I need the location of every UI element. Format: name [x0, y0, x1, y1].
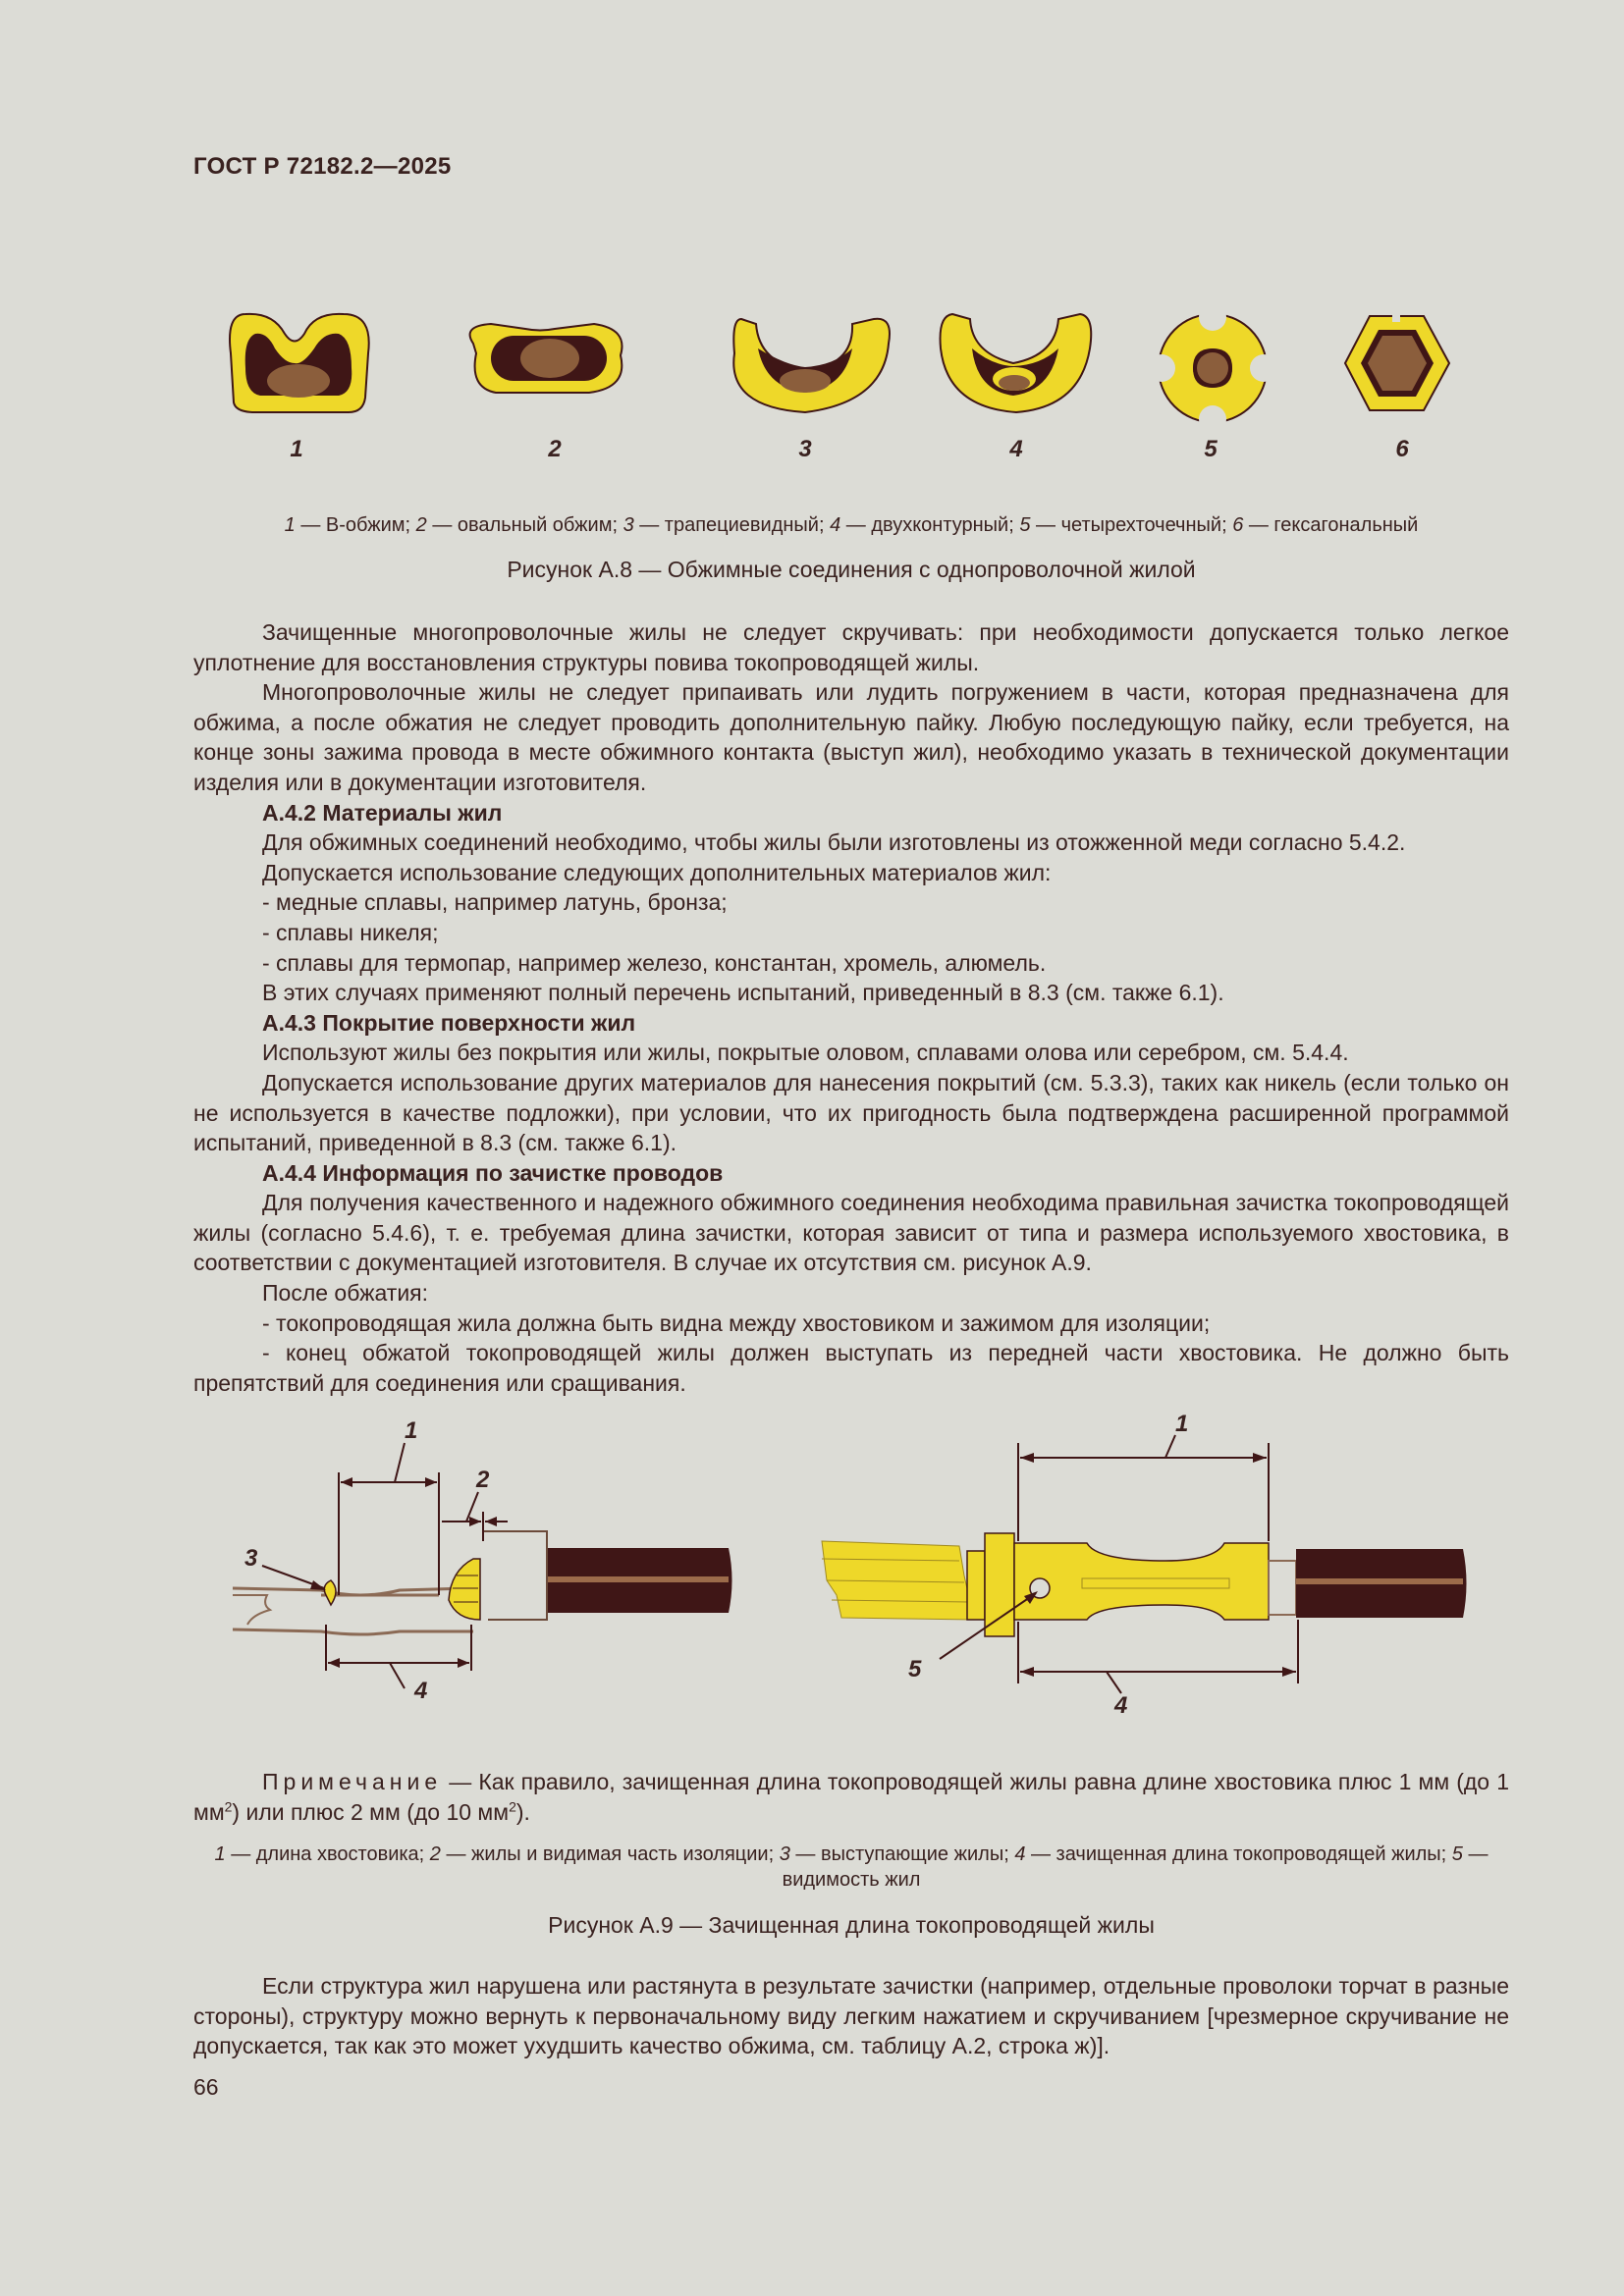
main-text — [193, 617, 1509, 1398]
figure-a9-label-2-left: 2 — [476, 1467, 490, 1493]
crimp-double-contour-shape — [941, 314, 1092, 412]
paragraph: Допускается использование других материалов для нанесения покрытий (см. 5.3.3), таких как никель (если только он не используется в качестве подложки), при условии, что их пригодность была подтверждена расширенной программой испытаний, приведенной в 8.3 (см. также 6.1). — [193, 1069, 1509, 1156]
figure-a8-number-4: 4 — [1009, 436, 1023, 462]
paragraph: Для получения качественного и надежного обжимного соединения необходима правильная зачистка токопроводящей жилы (согласно 5.4.6), т. е. требуемая длина зачистки, которая зависит от типа и размера используемого хвостовика, в соответствии с документацией изготовителя. В случае их отсутствия см. рисунок А.9. — [193, 1190, 1509, 1276]
list-item: - конец обжатой токопроводящей жилы должен выступать из передней части хвостовика. Не должно быть препятствий для соединения или сращивания. — [193, 1340, 1509, 1396]
crimp-trapezoid-shape — [733, 319, 890, 412]
crimp-hexagonal-shape — [1345, 312, 1449, 410]
paragraph: Если структура жил нарушена или растянута в результате зачистки (например, отдельные проволоки торчат в разные стороны), структуру можно вернуть к первоначальному виду легким нажатием и скручиванием [чрезмерное скручивание не допускается, так как это может ухудшить качество обжима, см. таблицу А.2, строка ж)]. — [193, 1973, 1509, 2059]
paragraph: Для обжимных соединений необходимо, чтобы жилы были изготовлены из отожженной меди согласно 5.4.2. — [262, 829, 1406, 856]
figure-a9-label-1-left: 1 — [405, 1417, 418, 1444]
list-item: - сплавы для термопар, например железо, константан, хромель, алюмель. — [262, 949, 1047, 976]
figure-a8-number-5: 5 — [1204, 436, 1218, 462]
figure-a8-legend: 1 — В-обжим; 2 — овальный обжим; 3 — трапециевидный; 4 — двухконтурный; 5 — четырехточечный; 6 — гексагональный — [284, 514, 1419, 536]
crimp-four-point-shape — [1148, 303, 1277, 433]
figure-a8-number-6: 6 — [1395, 436, 1409, 462]
paragraph: Допускается использование следующих дополнительных материалов жил: — [262, 859, 1052, 885]
page-number: 66 — [193, 2074, 219, 2100]
figure-a9-label-3-left: 3 — [244, 1545, 258, 1572]
figure-a9-strip-length — [193, 1414, 1529, 1728]
paragraph: Многопроволочные жилы не следует припаивать или лудить погружением в части, которая предназначена для обжима, а после обжатия не следует проводить дополнительную пайку. Любую последующую пайку, если требуется, на конце зоны зажима провода в месте обжимного контакта (выступ жил), необходимо указать в технической документации изделия или в документации изготовителя. — [193, 679, 1509, 795]
section-heading: А.4.4 Информация по зачистке проводов — [262, 1159, 724, 1186]
document-header: ГОСТ Р 72182.2—2025 — [193, 153, 452, 180]
figure-a9-label-4-left: 4 — [414, 1678, 428, 1704]
figure-a8-number-2: 2 — [548, 436, 562, 462]
paragraph: Используют жилы без покрытия или жилы, покрытые оловом, сплавами олова или серебром, см. 5.4.4. — [262, 1040, 1349, 1066]
figure-a9-right-drawing — [822, 1414, 1467, 1719]
figure-a9-label-4-right: 4 — [1114, 1692, 1128, 1719]
list-item: - сплавы никеля; — [262, 919, 439, 945]
figure-a9-label-5-right: 5 — [908, 1656, 922, 1682]
paragraph: После обжатия: — [262, 1280, 429, 1307]
list-item: - медные сплавы, например латунь, бронза; — [262, 889, 728, 916]
figure-a8-number-1: 1 — [290, 436, 303, 462]
paragraph: В этих случаях применяют полный перечень испытаний, приведенный в 8.3 (см. также 6.1). — [262, 980, 1224, 1006]
paragraph: Зачищенные многопроволочные жилы не следует скручивать: при необходимости допускается только легкое уплотнение для восстановления структуры повива токопроводящей жилы. — [193, 619, 1509, 675]
figure-a9-label-1-right: 1 — [1175, 1414, 1189, 1437]
figure-a8-number-3: 3 — [798, 436, 812, 462]
figure-a8-caption: Рисунок А.8 — Обжимные соединения с однопроволочной жилой — [507, 557, 1196, 582]
crimp-oval-shape — [470, 324, 623, 393]
figure-a9-legend: 1 — длина хвостовика; 2 — жилы и видимая часть изоляции; 3 — выступающие жилы; 4 — зачищенная длина токопроводящей жилы; 5 — видимость жил — [214, 1843, 1489, 1891]
closing-text — [193, 1971, 1509, 2061]
section-heading: А.4.2 Материалы жил — [262, 799, 503, 826]
figure-a9-left-drawing — [233, 1417, 732, 1704]
crimp-b-shape — [230, 314, 369, 412]
figure-a9-caption: Рисунок А.9 — Зачищенная длина токопроводящей жилы — [548, 1912, 1155, 1938]
figure-a8-crimp-shapes — [216, 294, 1492, 491]
section-heading: А.4.3 Покрытие поверхности жил — [262, 1009, 636, 1036]
figure-a9-note: Примечание — Как правило, зачищенная длина токопроводящей жилы равна длине хвостовика плюс 1 мм (до 1 $мм^2$) или плюс 2 мм (до 10 $мм^2$). — [193, 1769, 1509, 1825]
note-label: Примечание — [262, 1769, 443, 1794]
list-item: - токопроводящая жила должна быть видна между хвостовиком и зажимом для изоляции; — [262, 1309, 1211, 1336]
